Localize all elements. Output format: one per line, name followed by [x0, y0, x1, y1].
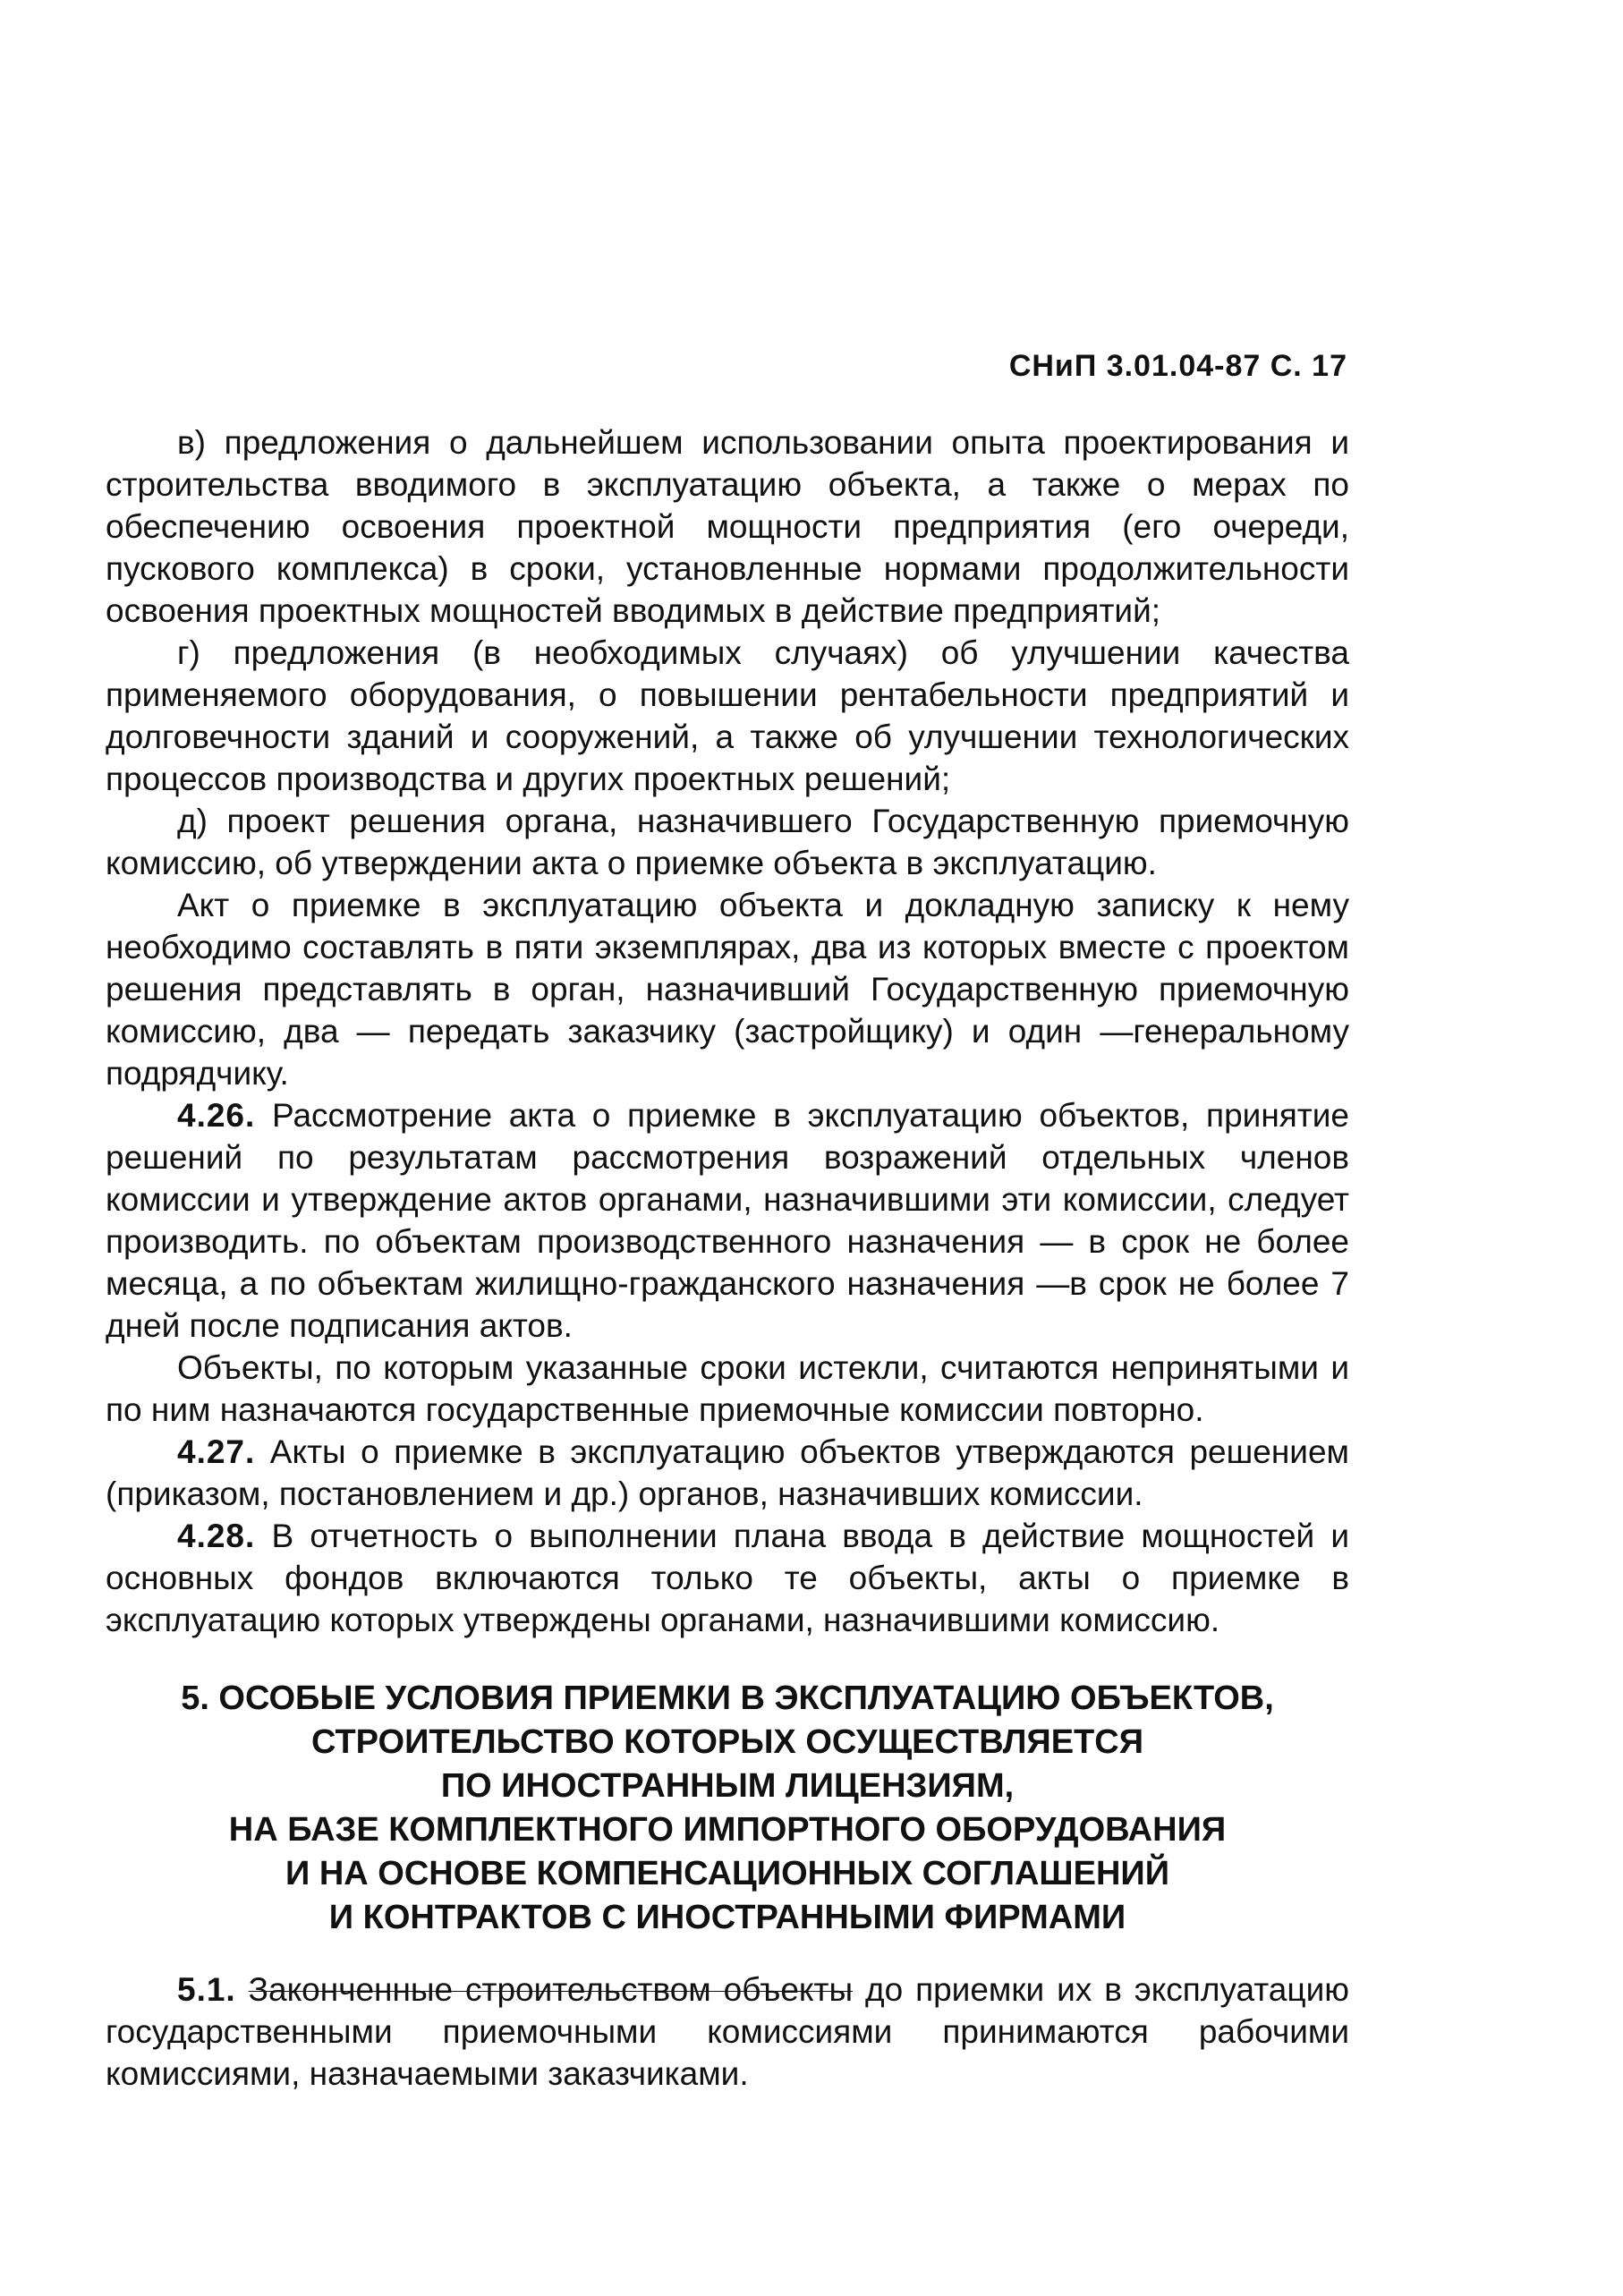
clause-5-1 — [106, 1969, 1349, 2095]
paragraph-text: г) предложения (в необходимых случаях) об улучшении качества применяемого оборудования, о повышении рентабельности предприятий и долговечности зданий и сооружений, а также об улучшении технологических процессов производства и других проектных решений; — [106, 634, 1349, 797]
heading-line: ПО ИНОСТРАННЫМ ЛИЦЕНЗИЯМ, — [440, 1767, 1015, 1805]
clause-4-26 — [106, 1094, 1349, 1347]
clause-number: 5.1. — [177, 1971, 236, 2008]
paragraph-text: Акт о приемке в эксплуатацию объекта и докладную записку к нему необходимо составлять в пяти экземплярах, два из которых вместе с проектом решения представлять в орган, назначивший Государственную приемочную комиссию, два — передать заказчику (застройщику) и один —генеральному подрядчику. — [106, 887, 1349, 1092]
heading-line: 5. ОСОБЫЕ УСЛОВИЯ ПРИЕМКИ В ЭКСПЛУАТАЦИЮ ОБЪЕКТОВ, — [181, 1679, 1274, 1717]
struck-text: Законченные строительством объекты — [248, 1971, 854, 2008]
heading-line: И НА ОСНОВЕ КОМПЕНСАЦИОННЫХ СОГЛАШЕНИЙ — [285, 1855, 1170, 1892]
paragraph-expired-objects — [106, 1347, 1349, 1431]
paragraph-text: В отчетность о выполнении плана ввода в действие мощностей и основных фондов включаются только те объекты, акты о приемке в эксплуатацию которых утверждены органами, назначившими комиссию. — [106, 1518, 1349, 1638]
paragraph-d — [106, 800, 1349, 884]
clause-4-27 — [106, 1431, 1349, 1515]
paragraph-text: д) проект решения органа, назначившего Государственную приемочную комиссию, об утверждении акта о приемке объекта в эксплуатацию. — [106, 803, 1349, 881]
document-page — [106, 349, 1349, 2095]
paragraph-text: в) предложения о дальнейшем использовании опыта проектирования и строительства вводимого в эксплуатацию объекта, а также о мерах по обеспечению освоения проектной мощности предприятия (его очереди, пускового комплекса) в сроки, установленные нормами продолжительности освоения проектных мощностей вводимых в действие предприятий; — [106, 424, 1349, 629]
paragraph-v — [106, 421, 1349, 632]
heading-line: НА БАЗЕ КОМПЛЕКТНОГО ИМПОРТНОГО ОБОРУДОВАНИЯ — [228, 1811, 1227, 1849]
clause-number: 4.26. — [177, 1097, 256, 1134]
clause-number: 4.27. — [177, 1433, 256, 1470]
paragraph-text: до приемки их в эксплуатацию государственными приемочными комиссиями принимаются рабочими комиссиями, назначаемыми заказчиками. — [106, 1971, 1349, 2092]
running-head: СНиП 3.01.04-87 С. 17 — [1008, 349, 1347, 383]
paragraph-g — [106, 632, 1349, 800]
clause-4-28 — [106, 1515, 1349, 1641]
paragraph-text: Объекты, по которым указанные сроки истекли, считаются непринятыми и по ним назначаются государственные приемочные комиссии повторно. — [106, 1349, 1349, 1428]
paragraph-text: Рассмотрение акта о приемке в эксплуатацию объектов, принятие решений по результатам рассмотрения возражений отдельных членов комиссии и утверждение актов органами, назначившими эти комиссии, следует производить. по объектам производственного назначения — в срок не более месяца, а по объектам жилищно-гражданского назначения —в срок не более 7 дней после подписания актов. — [106, 1097, 1349, 1344]
heading-line: СТРОИТЕЛЬСТВО КОТОРЫХ ОСУЩЕСТВЛЯЕТСЯ — [310, 1723, 1144, 1761]
paragraph-text: Акты о приемке в эксплуатацию объектов утверждаются решением (приказом, постановлением и др.) органов, назначивших комиссии. — [106, 1433, 1349, 1512]
clause-number: 4.28. — [177, 1518, 256, 1554]
section-5-heading — [106, 1677, 1349, 1940]
heading-line: И КОНТРАКТОВ С ИНОСТРАННЫМИ ФИРМАМИ — [328, 1899, 1126, 1936]
paragraph-act-copies — [106, 884, 1349, 1094]
